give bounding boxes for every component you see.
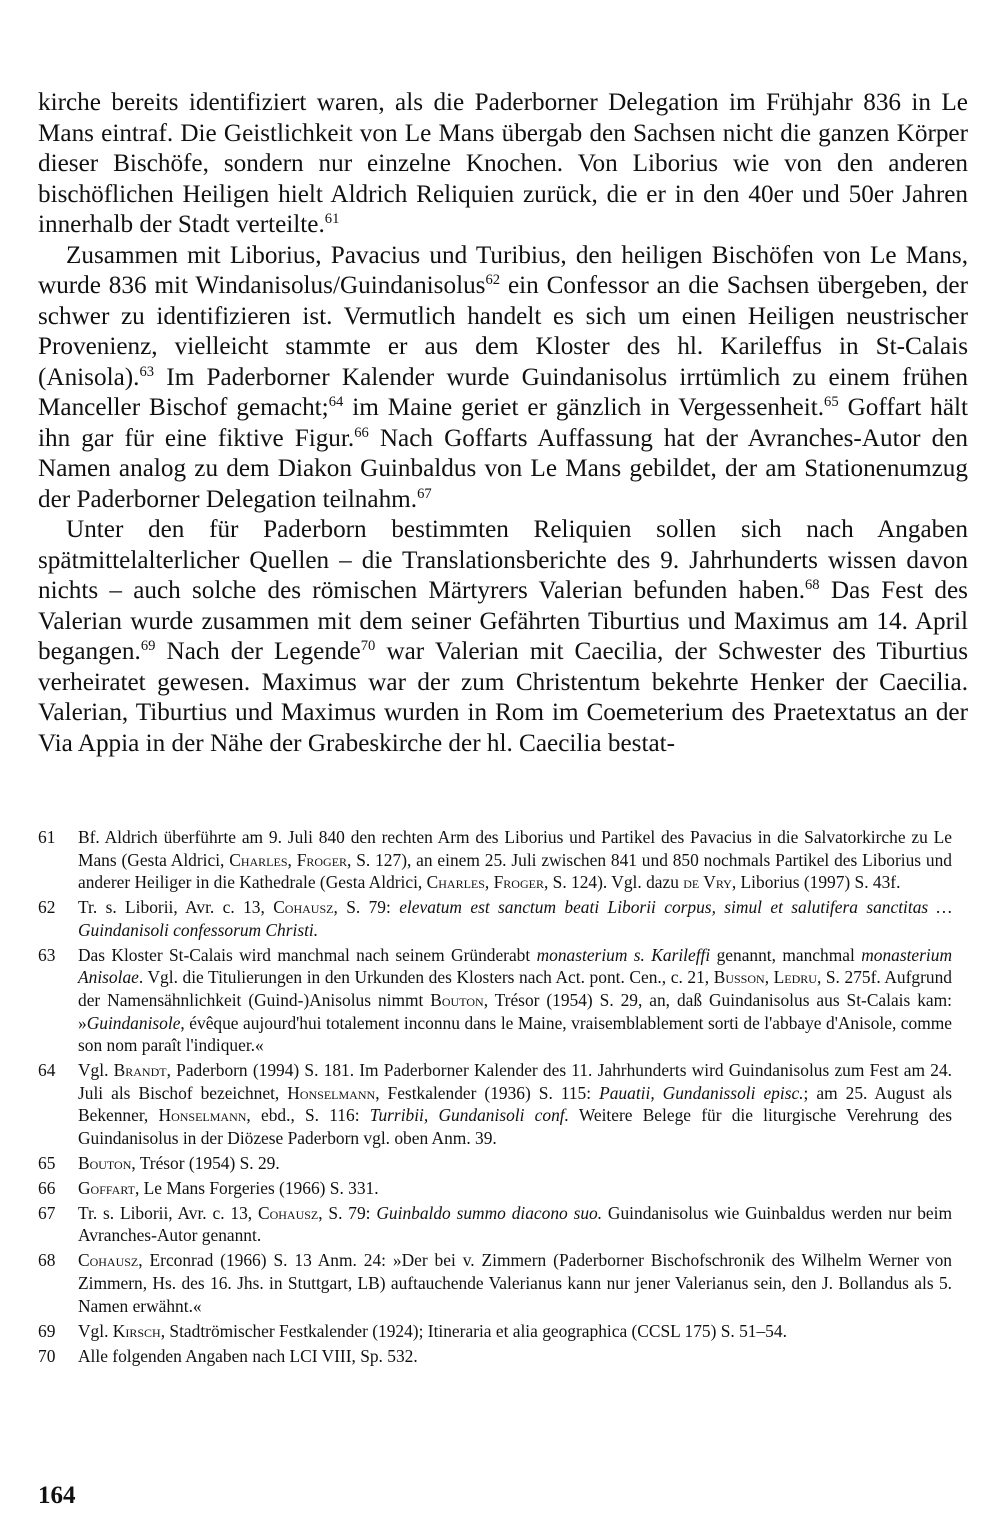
- footnote-number: 69: [38, 1320, 56, 1341]
- italic-text: Turribii, Gundanisoli conf.: [369, 1105, 569, 1126]
- footnote-text: [78, 944, 952, 1057]
- text-run: Vgl.: [78, 1060, 114, 1081]
- footnote-text: [78, 1202, 952, 1247]
- text-run: , Erconrad (1966) S. 13 Anm. 24: »Der bei v. Zimmern (Paderborner Bischofschronik des Wilhelm Werner von Zimmern, Hs. des 16. Jhs. in Stuttgart, LB) auftauchende Valerianus kann nur jener Valerianus sein, den J. Bollandus als 5. Namen erwähnt.«: [78, 1250, 952, 1316]
- text-run: , Stadtrömischer Festkalender (1924); Itineraria et alia geographica (CCSL 175) S. 51–54.: [160, 1320, 787, 1341]
- footnote-reference: 69: [140, 637, 156, 654]
- author-name: Bouton: [78, 1152, 132, 1173]
- text-run: Nach Goffarts Auffassung hat der Avranches-Autor den Namen analog zu dem Diakon Guinbaldus von Le Mans gebildet, der am Stationenumzug der Paderborner Delegation teilnahm.: [38, 424, 968, 513]
- italic-text: monasterium Anisolae: [78, 944, 953, 988]
- author-name: Froger: [493, 872, 544, 893]
- text-run: , Le Mans Forgeries (1966) S. 331.: [134, 1177, 379, 1198]
- text-run: , S. 79:: [333, 897, 400, 918]
- footnote-reference: 61: [324, 210, 340, 227]
- author-name: Charles: [229, 849, 288, 870]
- footnotes: [38, 826, 952, 1370]
- author-name: Busson: [713, 967, 765, 988]
- author-name: de Vry: [683, 872, 732, 893]
- footnote-text: [78, 1059, 952, 1149]
- author-name: Goffart: [78, 1177, 135, 1198]
- paragraph: [38, 241, 968, 516]
- footnote-number: 61: [38, 827, 56, 847]
- text-run: ,: [764, 967, 774, 988]
- author-name: Honselmann: [287, 1082, 376, 1103]
- text-run: Bf. Aldrich überführte am 9. Juli 840 den rechten Arm des Liborius und Partikel des Pavacius in die Salvatorkirche zu Le Mans (Gesta Aldrici,: [78, 827, 952, 870]
- footnote-number: 63: [38, 944, 56, 965]
- text-run: , S. 79:: [318, 1202, 377, 1223]
- italic-text: Guindanisole: [86, 1012, 181, 1033]
- text-run: Zusammen mit Liborius, Pavacius und Turibius, den heiligen Bischöfen von Le Mans, wurde 836 mit Windanisolus/Guindanisolus: [38, 241, 968, 299]
- author-name: Cohausz: [78, 1250, 139, 1271]
- text-run: Guindanisolus wie Guinbaldus werden nur beim Avranches-Autor genannt.: [78, 1202, 953, 1246]
- text-run: , évêque aujourd'hui totalement inconnu dans le Maine, vraisemblablement sorti de l'abbaye d'Anisole, comme son nom paraît l'indiquer.«: [78, 1012, 952, 1056]
- text-run: Vgl.: [78, 1320, 113, 1341]
- text-run: , Paderborn (1994) S. 181. Im Paderborner Kalender des 11. Jahrhunderts wird Guindanisolus zum Fest am 24. Juli als Bischof bezeichnet,: [78, 1060, 952, 1103]
- text-run: Das Kloster St-Calais wird manchmal nach seinem Gründerabt: [78, 944, 537, 965]
- text-run: Im Paderborner Kalender wurde Guindanisolus irrtümlich zu einem frühen Manceller Bischof gemacht;: [38, 363, 968, 421]
- text-run: Weitere Belege für die liturgische Verehrung des Guindanisolus in der Diözese Paderborn vgl. oben Anm. 39.: [78, 1105, 952, 1148]
- footnote-number: 66: [38, 1177, 56, 1198]
- text-run: kirche bereits identifiziert waren, als die Paderborner Delegation im Frühjahr 836 in Le Mans eintraf. Die Geistlichkeit von Le Mans übergab den Sachsen nicht die ganzen Körper dieser Bischöfe, sondern nur einzelne Knochen. Von Liborius wie von den anderen bischöflichen Heiligen hielt Aldrich Reliquien zurück, die er in den 40er und 50er Jahren innerhalb der Stadt verteilte.: [38, 89, 968, 238]
- author-name: Froger: [296, 849, 348, 870]
- footnote: [38, 1320, 952, 1343]
- footnote-reference: 65: [824, 393, 839, 410]
- text-run: Tr. s. Liborii, Avr. c. 13,: [78, 1202, 258, 1223]
- text-run: , S. 124). Vgl. dazu: [543, 872, 684, 893]
- footnote: [38, 1345, 952, 1368]
- paragraph: [38, 515, 968, 759]
- author-name: Bouton: [430, 989, 484, 1010]
- footnote-number: 65: [38, 1152, 56, 1173]
- author-name: Cohausz: [257, 1202, 319, 1223]
- text-run: , S. 127), an einem 25. Juli zwischen 841 und 850 nochmals Partikel des Liborius und anderer Heiliger in die Kathedrale (Gesta Aldrici,: [78, 849, 952, 893]
- text-run: , Trésor (1954) S. 29.: [131, 1152, 280, 1173]
- text-run: ; am 25. August als Bekenner,: [78, 1082, 952, 1126]
- footnote-reference: 66: [354, 424, 369, 441]
- footnote-reference: 62: [485, 271, 501, 288]
- text-run: , Festkalender (1936) S. 115:: [375, 1082, 600, 1103]
- text-run: war Valerian mit Caecilia, der Schwester des Tiburtius verheiratet gewesen. Maximus war der zum Christentum bekehrte Henker der Caecilia. Valerian, Tiburtius und Maximus wurden in Rom im Coemeterium des Praetextatus an der Via Appia in der Nähe der Grabeskirche der hl. Caecilia bestat-: [38, 638, 968, 757]
- footnote-text: [78, 1152, 952, 1175]
- author-name: Cohausz: [273, 897, 334, 918]
- footnote-reference: 68: [805, 576, 820, 593]
- paragraph: [38, 88, 968, 241]
- footnote-text: [78, 1249, 952, 1317]
- text-run: ein Confessor an die Sachsen übergeben, der schwer zu identifizieren ist. Vermutlich handelt es sich um einen Heiligen neustrischer Provenienz, vielleicht stammte er aus dem Kloster des hl. Karileffus in St-Calais (Anisola).: [38, 272, 968, 391]
- text-run: ,: [287, 849, 297, 870]
- footnote: [38, 1177, 952, 1200]
- text-run: , Liborius (1997) S. 43f.: [731, 872, 901, 893]
- text-run: Das Fest des Valerian wurde zusammen mit dem seiner Gefährten Tiburtius und Maximus am 14. April begangen.: [38, 577, 968, 665]
- footnote-number: 64: [38, 1060, 56, 1081]
- text-run: Unter den für Paderborn bestimmten Reliquien sollen sich nach Angaben spätmittelalterlicher Quellen – die Translationsberichte des 9. Jahrhunderts wissen davon nichts – auch solche des römischen Märtyrers Valerian befunden haben.: [38, 516, 968, 604]
- italic-text: monasterium s. Karileffi: [536, 944, 711, 965]
- text-run: , S. 275f. Aufgrund der Namensähnlichkeit (Guind-)Anisolus nimmt: [78, 967, 952, 1010]
- footnote: [38, 944, 952, 1057]
- italic-text: Guinbaldo summo diacono suo.: [376, 1202, 603, 1223]
- footnote-reference: 67: [417, 485, 432, 502]
- text-run: Nach der Legende: [155, 638, 361, 665]
- author-name: Kirsch: [112, 1320, 161, 1341]
- author-name: Charles: [426, 872, 485, 893]
- text-run: genannt, manchmal: [710, 944, 862, 965]
- footnote: [38, 1202, 952, 1247]
- text-run: , ebd., S. 116:: [246, 1105, 370, 1126]
- text-run: . Vgl. die Titulierungen in den Urkunden des Klosters nach Act. pont. Cen., c. 21,: [138, 967, 714, 988]
- footnote-text: [78, 1177, 952, 1200]
- footnote-text: [78, 896, 952, 941]
- page-number: 164: [38, 1482, 76, 1509]
- footnote: [38, 896, 952, 941]
- footnote-number: 62: [38, 897, 56, 918]
- footnote-reference: 64: [328, 393, 344, 410]
- footnote-reference: 63: [139, 363, 155, 380]
- italic-text: elevatum est sanctum beati Liborii corpus, simul et salutifera sanctitas … Guindanisoli confessorum Christi.: [78, 897, 952, 940]
- footnote-text: [78, 826, 952, 894]
- footnote: [38, 1059, 952, 1149]
- body-text: [38, 88, 968, 759]
- footnote: [38, 1152, 952, 1175]
- text-run: Alle folgenden Angaben nach LCI VIII, Sp. 532.: [78, 1345, 418, 1366]
- footnote-number: 67: [38, 1202, 56, 1223]
- author-name: Ledru: [773, 967, 817, 988]
- footnote-reference: 70: [360, 637, 376, 654]
- footnote: [38, 826, 952, 894]
- footnote-text: [78, 1345, 952, 1368]
- text-run: , Trésor (1954) S. 29, an, daß Guindanisolus aus St-Calais kam: »: [78, 989, 952, 1033]
- text-run: im Maine geriet er gänzlich in Vergessenheit.: [343, 394, 825, 421]
- footnote-text: [78, 1320, 952, 1343]
- author-name: Honselmann: [158, 1105, 247, 1126]
- italic-text: Pauatii, Gundanissoli episc.: [599, 1082, 804, 1103]
- footnote-number: 70: [38, 1345, 56, 1366]
- text-run: Goffart hält ihn gar für eine fiktive Figur.: [38, 394, 969, 452]
- footnote-number: 68: [38, 1250, 56, 1271]
- footnote: [38, 1249, 952, 1317]
- text-run: ,: [484, 872, 494, 893]
- text-run: Tr. s. Liborii, Avr. c. 13,: [78, 897, 274, 918]
- author-name: Brandt: [113, 1060, 167, 1081]
